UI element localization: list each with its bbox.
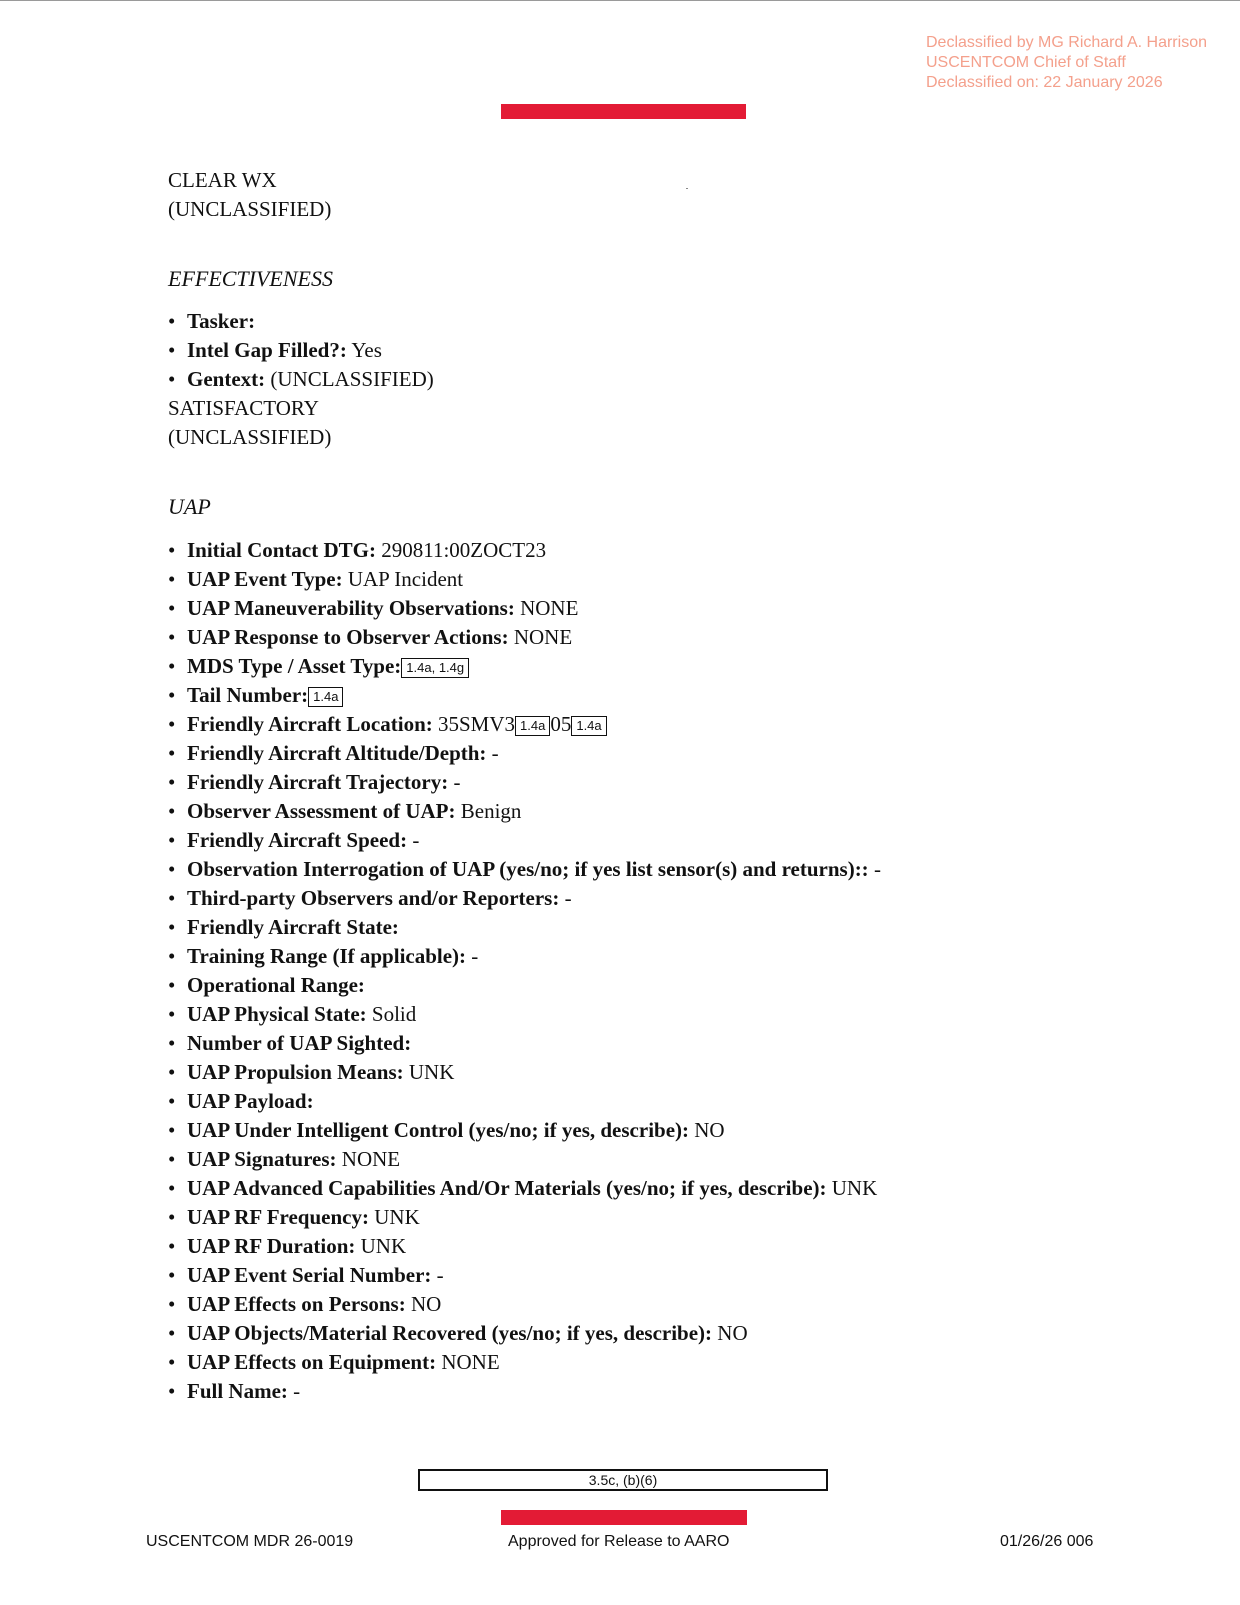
item-label: Gentext:	[187, 367, 266, 391]
footer-mdr-number: USCENTCOM MDR 26-0019	[146, 1533, 354, 1550]
list-item	[168, 768, 1168, 797]
list-item	[168, 623, 1168, 652]
item-value: Yes	[351, 338, 382, 362]
item-value: NONE	[513, 625, 573, 649]
list-item	[168, 652, 1168, 681]
item-value: NO	[694, 1118, 725, 1142]
item-value: (UNCLASSIFIED)	[270, 367, 434, 391]
uap-list	[168, 536, 1168, 1406]
item-value: UNK	[408, 1060, 455, 1084]
item-label: Friendly Aircraft Trajectory:	[187, 770, 449, 794]
list-item	[168, 565, 1168, 594]
uap-heading: UAP	[168, 494, 211, 519]
item-value: -	[453, 770, 461, 794]
item-value: Benign	[460, 799, 522, 823]
item-label: UAP Maneuverability Observations:	[187, 596, 515, 620]
list-item	[168, 826, 1168, 855]
list-item	[168, 307, 1168, 336]
list-item	[168, 1174, 1168, 1203]
item-value: UNK	[831, 1176, 878, 1200]
bottom-redaction-bar	[501, 1510, 747, 1525]
item-label: Observation Interrogation of UAP (yes/no; if yes list sensor(s) and returns)::	[187, 857, 869, 881]
item-value: -	[471, 944, 479, 968]
list-item	[168, 1348, 1168, 1377]
list-item	[168, 1377, 1168, 1406]
list-item	[168, 1232, 1168, 1261]
item-value: -	[293, 1379, 301, 1403]
item-value: NONE	[520, 596, 579, 620]
item-label: Third-party Observers and/or Reporters:	[187, 886, 560, 910]
item-label: UAP Objects/Material Recovered (yes/no; if yes, describe):	[187, 1321, 713, 1345]
item-label: Full Name:	[187, 1379, 288, 1403]
item-value: 05	[550, 712, 572, 736]
item-label: UAP RF Frequency:	[187, 1205, 369, 1229]
list-item	[168, 1058, 1168, 1087]
footer-redaction-box: 3.5c, (b)(6)	[418, 1469, 828, 1491]
list-item	[168, 536, 1168, 565]
item-label: UAP Propulsion Means:	[187, 1060, 404, 1084]
redaction-box: 1.4a, 1.4g	[401, 658, 469, 678]
item-label: UAP Under Intelligent Control (yes/no; if yes, describe):	[187, 1118, 690, 1142]
item-value: -	[873, 857, 881, 881]
item-label: UAP Event Serial Number:	[187, 1263, 432, 1287]
item-value: Solid	[371, 1002, 417, 1026]
effectiveness-result: SATISFACTORY	[168, 396, 319, 420]
item-label: UAP Event Type:	[187, 567, 343, 591]
item-label: MDS Type / Asset Type:	[187, 654, 402, 678]
item-label: Intel Gap Filled?:	[187, 338, 347, 362]
declassification-stamp	[926, 33, 1207, 93]
redaction-box: 1.4a	[308, 687, 343, 707]
list-item	[168, 1319, 1168, 1348]
list-item	[168, 1145, 1168, 1174]
item-value: 35SMV3	[438, 712, 516, 736]
list-item	[168, 1116, 1168, 1145]
header-classification: (UNCLASSIFIED)	[168, 197, 332, 221]
list-item	[168, 739, 1168, 768]
item-label: UAP Response to Observer Actions:	[187, 625, 509, 649]
list-item	[168, 797, 1168, 826]
list-item	[168, 942, 1168, 971]
list-item	[168, 1087, 1168, 1116]
item-value: UNK	[360, 1234, 407, 1258]
list-item	[168, 336, 1168, 365]
item-label: UAP Signatures:	[187, 1147, 337, 1171]
item-label: Initial Contact DTG:	[187, 538, 376, 562]
redaction-box: 1.4a	[515, 716, 550, 736]
item-value: -	[412, 828, 420, 852]
item-label: Friendly Aircraft Location:	[187, 712, 433, 736]
item-label: Number of UAP Sighted:	[187, 1031, 412, 1055]
list-item	[168, 1261, 1168, 1290]
weather-line: CLEAR WX	[168, 168, 277, 192]
item-value: UAP Incident	[347, 567, 464, 591]
effectiveness-classification: (UNCLASSIFIED)	[168, 425, 332, 449]
item-value: 290811:00ZOCT23	[381, 538, 547, 562]
declass-line-1: Declassified by MG Richard A. Harrison	[926, 34, 1207, 51]
footer-date-code: 01/26/26 006	[1000, 1533, 1094, 1550]
item-label: UAP Effects on Persons:	[187, 1292, 406, 1316]
item-label: Tasker:	[187, 309, 256, 333]
item-value: NO	[717, 1321, 748, 1345]
item-value: UNK	[374, 1205, 420, 1229]
item-label: Friendly Aircraft Speed:	[187, 828, 408, 852]
list-item	[168, 1203, 1168, 1232]
list-item	[168, 884, 1168, 913]
item-label: Observer Assessment of UAP:	[187, 799, 456, 823]
item-value: -	[564, 886, 572, 910]
top-border-line	[0, 0, 1240, 1]
list-item	[168, 1290, 1168, 1319]
footer-release-note: Approved for Release to AARO	[508, 1533, 730, 1550]
item-label: UAP RF Duration:	[187, 1234, 356, 1258]
item-value: -	[436, 1263, 444, 1287]
list-item	[168, 594, 1168, 623]
declass-line-2: USCENTCOM Chief of Staff	[926, 54, 1126, 71]
document-body	[168, 166, 1168, 1406]
item-label: UAP Payload:	[187, 1089, 314, 1113]
list-item	[168, 913, 1168, 942]
item-value: -	[491, 741, 499, 765]
item-label: UAP Physical State:	[187, 1002, 367, 1026]
effectiveness-list	[168, 307, 1168, 394]
list-item	[168, 971, 1168, 1000]
list-item	[168, 855, 1168, 884]
item-value: NONE	[441, 1350, 500, 1374]
item-label: Training Range (If applicable):	[187, 944, 467, 968]
item-label: Friendly Aircraft Altitude/Depth:	[187, 741, 487, 765]
item-label: Tail Number:	[187, 683, 309, 707]
list-item	[168, 1029, 1168, 1058]
item-value: NO	[410, 1292, 442, 1316]
item-label: UAP Advanced Capabilities And/Or Materials (yes/no; if yes, describe):	[187, 1176, 827, 1200]
list-item	[168, 1000, 1168, 1029]
item-label: UAP Effects on Equipment:	[187, 1350, 437, 1374]
list-item	[168, 365, 1168, 394]
effectiveness-heading: EFFECTIVENESS	[168, 266, 333, 291]
top-redaction-bar	[501, 104, 746, 119]
item-label: Friendly Aircraft State:	[187, 915, 399, 939]
item-label: Operational Range:	[187, 973, 365, 997]
list-item	[168, 710, 1168, 739]
redaction-box: 1.4a	[571, 716, 606, 736]
item-value: NONE	[341, 1147, 401, 1171]
declass-line-3: Declassified on: 22 January 2026	[926, 74, 1163, 91]
list-item	[168, 681, 1168, 710]
